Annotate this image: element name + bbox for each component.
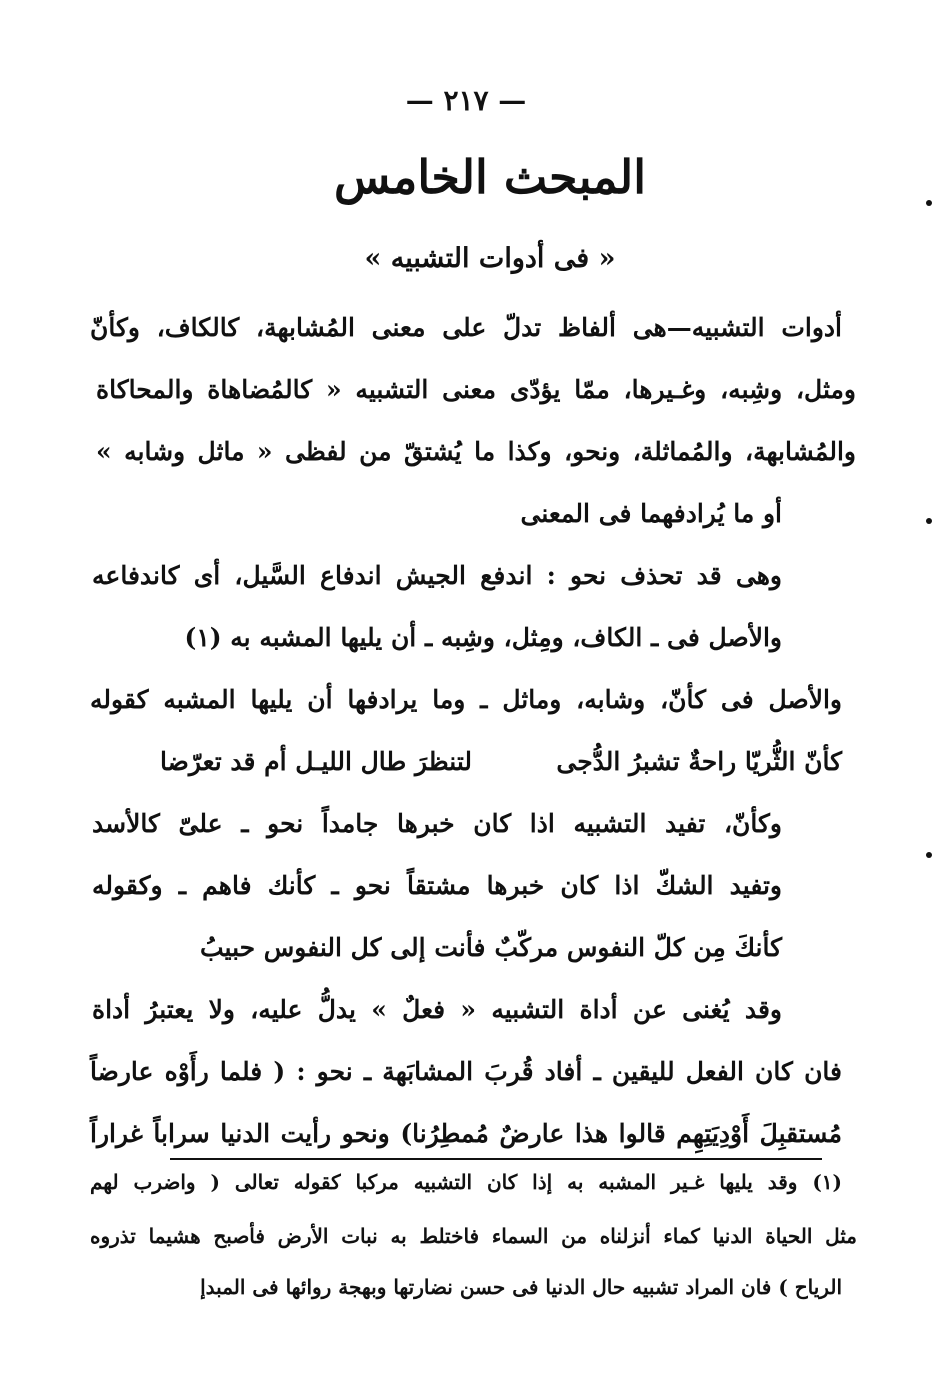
verse-1-first-hemistich: كأنّ الثُّريّا راحةٌ تشبرُ الدُّجى [556, 747, 842, 776]
verse-2-second-hemistich: فأنت إلى كل النفوس حبيبُ [200, 933, 486, 962]
footnote-line-1: (١) وقد يليها غـير المشبه به إذا كان التشبيه مركبا كقوله تعالى ( واضرب لهم [90, 1170, 842, 1194]
body-line-3: والمُشابهة، والمُماثلة، ونحو، وكذا ما يُشتقّ من لفظى « ماثل وشابه » [96, 437, 856, 466]
margin-mark [926, 852, 932, 858]
verse-2-first-hemistich: كأنكَ مِن كلّ النفوس مركّبٌ [494, 933, 782, 962]
body-line-1: أدوات التشبيه—هى ألفاظ تدلّ على معنى المُشابهة، كالكاف، وكأنّ [90, 313, 842, 342]
body-line-8: وكأنّ، تفيد التشبيه اذا كان خبرها جامداً نحو ـ علىّ كالأسد [92, 809, 782, 838]
body-line-10: وقد يُغنى عن أداة التشبيه « فعلٌ » يدلُّ عليه، ولا يعتبرُ أداة [92, 995, 782, 1024]
footnote-line-2: مثل الحياة الدنيا كماء أنزلناه من السماء فاختلط به نبات الأرض فأصبح هشيما تذروه [90, 1224, 857, 1248]
page-number: — ٢١٧ — [405, 84, 527, 117]
footnote-divider [170, 1158, 822, 1160]
body-line-6: والأصل فى ـ الكاف، ومِثل، وشِبه ـ أن يليها المشبه به (١) [184, 623, 782, 652]
verse-1-second-hemistich: لتنظرَ طال الليـل أم قد تعرّضا [160, 747, 472, 776]
body-line-2: ومثل، وشِبه، وغـيرها، ممّا يؤدّى معنى التشبيه « كالمُضاهاة والمحاكاة [96, 375, 856, 404]
body-line-4: أو ما يُرادفهما فى المعنى [520, 499, 782, 528]
body-line-9: وتفيد الشكّ اذا كان خبرها مشتقاً نحو ـ كأنك فاهم ـ وكقوله [92, 871, 782, 900]
body-line-7: والأصل فى كأنّ، وشابه، وماثل ـ وما يرادفها أن يليها المشبه كقوله [90, 685, 842, 714]
margin-mark [926, 200, 932, 206]
section-title: « فى أدوات التشبيه » [364, 243, 616, 274]
body-line-5: وهى قد تحذف نحو : اندفع الجيش اندفاع السَّيل، أى كاندفاعه [92, 561, 782, 590]
body-line-11: فان كان الفعل لليقين ـ أفاد قُربَ المشابَهة ـ نحو : ( فلما رأَوْه عارضاً [90, 1057, 842, 1086]
margin-mark [926, 518, 932, 524]
body-line-12: مُستقبِلَ أَوْدِيَتِهِم قالوا هذا عارضٌ مُمطِرُنا) ونحو رأيت الدنيا سراباً غراراً [90, 1119, 842, 1148]
footnote-line-3: الرياح ) فان المراد تشبيه حال الدنيا فى حسن نضارتها وبهجة روائها فى المبدإ [200, 1275, 842, 1299]
chapter-title: المبحث الخامس [334, 150, 646, 204]
